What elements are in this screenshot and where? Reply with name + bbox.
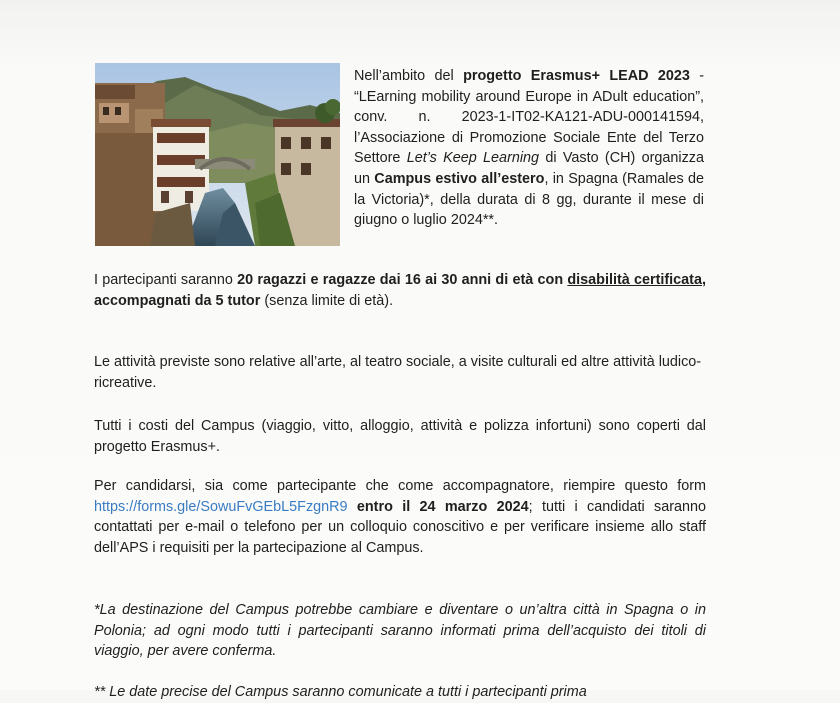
village-river-photo [95,63,340,246]
apply-text: ; tutti i candidati saranno contattati per e-mail o telefono per un colloquio conoscitivo e per verificare insieme allo staff dell’APS i requisiti per la partecipazione al Campus. [94,498,707,556]
intro-text: , in Spagna (Ramales de la Victoria)*, della durata di 8 gg, durante il mese di giugno o luglio 2024**. [354,170,704,229]
footnote-dates: ** Le date precise del Campus saranno comunicate a tutti i partecipanti prima [94,684,587,700]
apply-text: Per candidarsi, sia come partecipante che come accompagnatore, riempire questo form [94,478,706,494]
intro-association-name: Let’s Keep Learning [406,150,540,167]
application-form-link[interactable]: https://forms.gle/SowuFvGEbL5FzgnR9 [94,498,348,515]
participants-paragraph [94,270,706,311]
intro-project-name: progetto Erasmus+ LEAD 2023 [463,68,690,84]
activities-paragraph: Le attività previste sono relative all’arte, al teatro sociale, a visite culturali ed altre attività ludico-ricreative. [94,354,702,391]
apply-deadline: entro il 24 marzo 2024 [347,498,529,515]
apply-paragraph [94,476,706,558]
participants-text: (senza limite di età). [260,292,394,309]
intro-campus-label: Campus estivo all’estero [374,170,545,187]
participants-bold: 20 ragazzi e ragazze dai 16 ai 30 anni di età con [237,272,568,288]
footnote-destination: *La destinazione del Campus potrebbe cambiare e diventare o un’altra città in Spagna o in Polonia; ad ogni modo tutti i partecipanti saranno informati prima dell’acquisto dei titoli di viaggio, per avere conferma. [94,602,706,660]
intro-paragraph [354,66,704,231]
costs-paragraph: Tutti i costi del Campus (viaggio, vitto, alloggio, attività e polizza infortuni) sono coperti dal progetto Erasmus+. [94,418,706,455]
intro-text: - “LEarning mobility around Europe in ADult education”, conv. n. 2023-1-IT02-KA121-ADU-000141594, l’Associazione di Promozione Sociale Ente del Terzo Settore [354,68,704,167]
village-river-photo-icon [95,63,340,246]
intro-text: di Vasto (CH) organizza un [354,150,704,187]
participants-text: I partecipanti saranno [94,272,238,288]
participants-tutors: , accompagnati da 5 tutor [94,272,706,309]
intro-text: Nell’ambito del [354,68,464,84]
participants-disability-underlined: disabilità certificata [567,272,702,288]
